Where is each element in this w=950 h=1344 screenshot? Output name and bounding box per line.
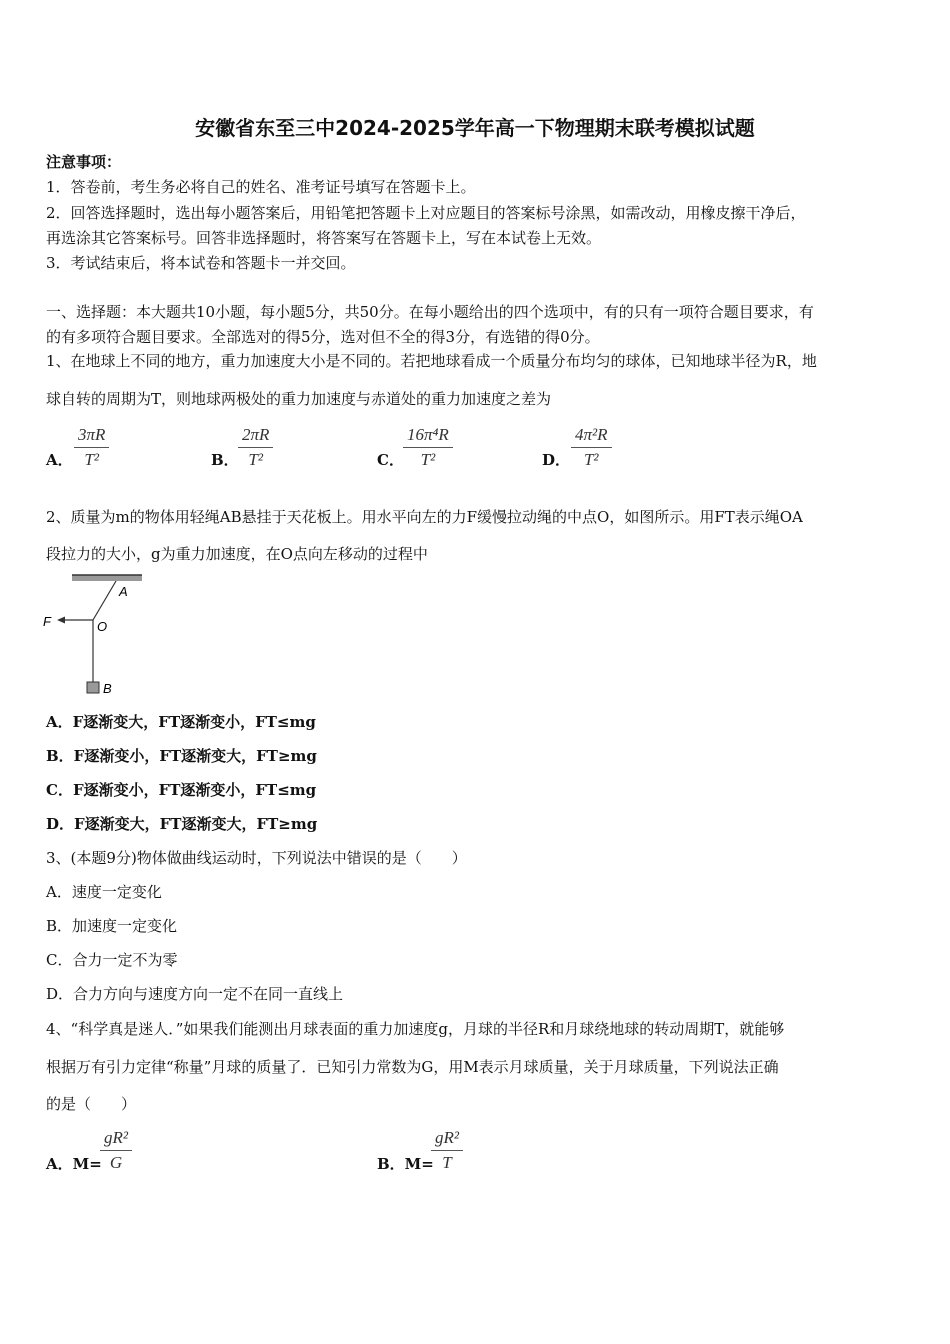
label-a: A [119,584,128,599]
q1-option-label: D． [542,451,571,469]
q1-option-formula: $\frac{\text{4π²R}}{\text{T²}}$ [571,425,612,470]
rope-diagram [40,570,160,700]
q1-stem: 球自转的周期为T，则地球两极处的重力加速度与赤道处的重力加速度之差为 [46,390,552,408]
q2-stem: 2、质量为m的物体用轻绳AB悬挂于天花板上。用水平向左的力F缓慢拉动绳的中点O，如图所示。用FT表示绳OA [46,508,803,526]
q1-option-formula: $\frac{3\pi R}{\text{T²}}$ [74,425,109,470]
q3-option: B．加速度一定变化 [46,917,178,935]
q3-option: A．速度一定变化 [46,883,162,901]
rope-oa [93,581,116,620]
label-f: F [43,614,51,629]
q2-option: B．F逐渐变小，FT逐渐变大，FT≥mg [46,747,317,765]
q1-option-formula: $\frac{\text{16π⁴R}}{\text{T²}}$ [403,425,453,470]
q2-option: A．F逐渐变大，FT逐渐变小，FT≤mg [46,713,316,731]
q2-option: C．F逐渐变小，FT逐渐变小，FT≤mg [46,781,317,799]
page-title: 安徽省东至三中2024-2025学年高一下物理期末联考模拟试题 [195,116,755,140]
block [87,682,99,693]
q1-stem: 1、在地球上不同的地方，重力加速度大小是不同的。若把地球看成一个质量分布均匀的球体，已知地球半径为R，地 [46,352,817,370]
q4-option-label: B．M= [377,1155,434,1173]
q4-option-formula: $\frac{\text{gR²}}{G}$ [100,1128,132,1173]
label-o: O [97,619,108,634]
q2-stem: 段拉力的大小，g为重力加速度，在O点向左移动的过程中 [46,545,428,563]
q4-stem: 根据万有引力定律“称量”月球的质量了．已知引力常数为G，用M表示月球质量，关于月球质量，下列说法正确 [46,1058,779,1076]
q1-option-formula: $\frac{2\pi R}{\text{T²}}$ [238,425,273,470]
notice-item: 3．考试结束后，将本试卷和答题卡一并交回。 [46,254,356,272]
q3-option: D．合力方向与速度方向一定不在同一直线上 [46,985,344,1003]
q4-option-label: A．M= [46,1155,102,1173]
q4-stem: 的是（ ） [46,1095,137,1113]
q1-option-label: A． [46,451,73,469]
section-intro: 的有多项符合题目要求。全部选对的得5分，选对但不全的得3分，有选错的得0分。 [46,328,600,346]
notice-item: 1．答卷前，考生务必将自己的姓名、准考证号填写在答题卡上。 [46,178,476,196]
label-b: B [103,681,112,696]
notice-heading: 注意事项： [46,153,122,171]
section-intro: 一、选择题：本大题共10小题，每小题5分，共50分。在每小题给出的四个选项中，有的只有一项符合题目要求，有 [46,303,814,321]
q3-option: C．合力一定不为零 [46,951,178,969]
notice-item: 2．回答选择题时，选出每小题答案后，用铅笔把答题卡上对应题目的答案标号涂黑，如需改动，用橡皮擦干净后， [46,204,806,222]
q3-stem: 3、(本题9分)物体做曲线运动时，下列说法中错误的是（ ） [46,849,467,867]
q1-option-label: C． [377,451,404,469]
ceiling [72,575,142,581]
q1-option-label: B． [211,451,239,469]
notice-item: 再选涂其它答案标号。回答非选择题时，将答案写在答题卡上，写在本试卷上无效。 [46,229,602,247]
q2-option: D．F逐渐变大，FT逐渐变大，FT≥mg [46,815,318,833]
q4-option-formula: $\frac{\text{gR²}}{T}$ [431,1128,463,1173]
q4-stem: 4、“科学真是迷人．”如果我们能测出月球表面的重力加速度g，月球的半径R和月球绕地球的转动周期T，就能够 [46,1020,785,1038]
